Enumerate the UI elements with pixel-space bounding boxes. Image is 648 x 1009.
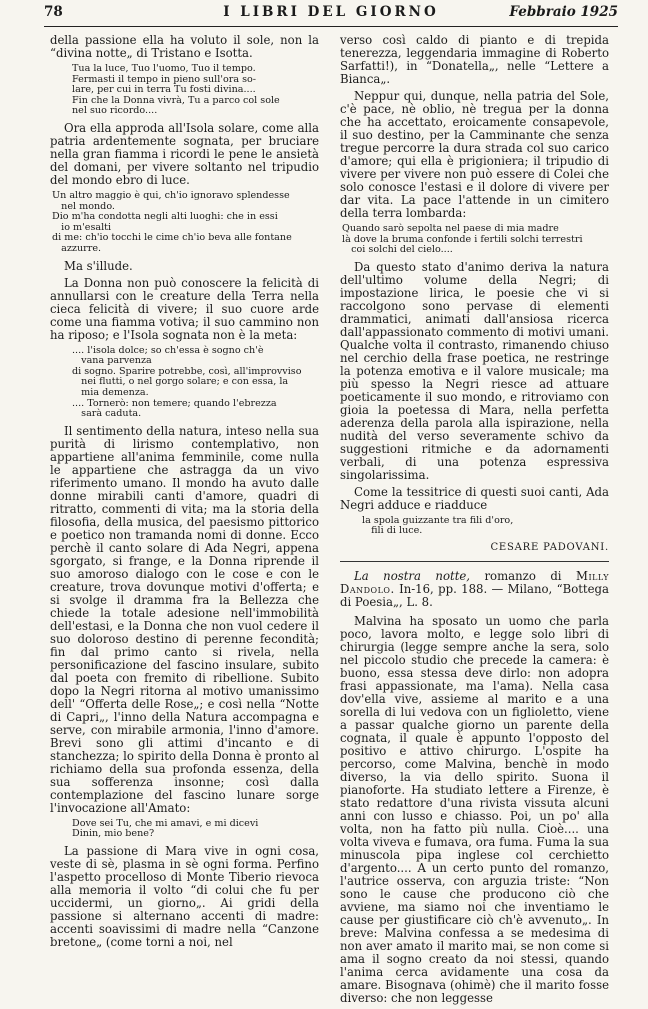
- verse-line: Dinin, mio bene?: [72, 828, 155, 840]
- paragraph: Il sentimento della natura, inteso nella sua purità di lirismo contemplativo, non appartiene all'anima femminile, come nulla le appartiene che astragga da un vivo riferimento umano. Il mondo ha avuto dalle donne mirabili canti d'amore, quadri di ritratto, commenti di vita; ma la storia della filosofia, della musica, del paesismo pittorico e poetico non tramanda nomi di donne. Ecco perchè il canto solare di Ada Negri, appena sgorgato, si frange, e la Donna riprende il suo amoroso dialogo con le cose e con le creature, trova dovunque motivi d'offerta; e si svolge il dramma fra la Bellezza che chiede la totale adesione nell'immobilità dell'estasi, e la Donna che non vuol cedere il suo doloroso destino di perenne fecondità; fin dal primo canto si rivela, nella personificazione del fascino insulare, subito dal poeta con fremito di ribellione. Subito dopo la Negri ritorna al motivo umanissimo dell' “Offerta delle Rose„; e così nella “Notte di Capri„, l'inno della Natura accompagna e serve, con mirabile armonia, l'inno d'amore. Brevi sono gli attimi d'incanto e di stanchezza; lo spirito della Donna è pronto al richiamo della sua profonda essenza, della sua sofferenza insonne; così dalla contemplazione del fascino lunare sorge l'invocazione all'Amato:: [50, 423, 319, 815]
- section-divider: [340, 561, 609, 562]
- book-title: La nostra notte,: [354, 568, 471, 583]
- paragraph: La Donna non può conoscere la felicità di annullarsi con le creature della Terra nella cieca felicità di vivere; il suo cuore arde come una fiamma votiva; il suo cammino non ha riposo; e l'Isola sognata non è la meta:: [50, 275, 319, 342]
- paragraph: Da questo stato d'animo deriva la natura dell'ultimo volume della Negri; di impostazione lirica, le poesie che vi si raccolgono sono pervase di elementi drammatici, animati dall'ansiosa ricerca dall'appassionato commento di motivi umani. Qualche volta il contrasto, rimanendo chiuso nel cerchio della frase poetica, ne restringe la potenza emotiva e il valore musicale; ma più spesso la Negri riesce ad attuare poeticamente il suo mondo, e ritroviamo con gioia la poetessa di Mara, nella perfetta aderenza della parola alla ispirazione, nella nudità del verso severamente schivo da suggestioni ritmiche e da adornamenti verbali, di una potenza espressiva singolarissima.: [340, 259, 609, 482]
- publication-details: In-16, pp. 188. — Milano, “Bottega di Poesia„, L. 8.: [340, 581, 609, 609]
- verse-quote: [342, 224, 609, 256]
- verse-line: Tua la luce, Tuo l'uomo, Tuo il tempo.: [72, 63, 256, 74]
- verse-line: sarà caduta.: [72, 408, 142, 420]
- verse-line: .... Tornerò: non temere; quando l'ebrezza: [72, 397, 277, 409]
- review-heading: [340, 570, 609, 609]
- paragraph: Come la tessitrice di questi suoi canti, Ada Negri adduce e riadduce: [340, 484, 609, 512]
- review-heading-mid: romanzo di: [470, 568, 576, 583]
- verse-line: di me: ch'io tocchi le cime ch'io beva alle fontane: [52, 232, 292, 244]
- verse-line: Fin che la Donna vivrà, Tu a parco col sole: [72, 94, 280, 106]
- page-number: 78: [44, 4, 63, 20]
- verse-line: di sogno. Sparire potrebbe, così, all'improvviso: [72, 365, 302, 377]
- verse-line: .... l'isola dolce; so ch'essa è sogno ch'è: [72, 344, 264, 356]
- journal-title: I LIBRI DEL GIORNO: [223, 4, 439, 20]
- paragraph: verso così caldo di pianto e di trepida tenerezza, leggendaria immagine di Roberto Sarfatti!), in “Donatella„, nelle “Lettere a Bianca„.: [340, 33, 609, 86]
- verse-line: Fermasti il tempo in pieno sull'ora so-: [72, 73, 257, 85]
- verse-quote: [72, 64, 319, 117]
- verse-line: fili di luce.: [362, 525, 423, 537]
- verse-line: la spola guizzante tra fili d'oro,: [362, 514, 514, 526]
- paragraph: Malvina ha sposato un uomo che parla poco, lavora molto, e legge solo libri di chirurgia (legge sempre anche la sera, solo nel piccolo studio che precede la camera: è buono, essa stessa deve dirlo: non adopra frasi appassionate, ma l'ama). Nella casa dov'ella vive, assieme al marito e a una sorella di lui vedova con un figlioletto, viene a passar qualche giorno un parente della cognata, il quale è appunto l'opposto del positivo e attivo chirurgo. L'ospite ha percorso, come Malvina, benchè in modo diverso, la via dello spirito. Suona il pianoforte. Ha studiato lettere a Firenze, è stato redattore d'una rivista vissuta alcuni anni con lusso e chiasso. Poi, un po' alla volta, non ha fatto più nulla. Cioè.... una volta viveva e fumava, ora fuma. Fuma la sua minuscola pipa inglese col cerchietto d'argento.... A un certo punto del romanzo, l'autrice osserva, con arguzia triste: “Non sono le cause che producono ciò che avviene, ma siamo noi che inventiamo le cause per giustificare ciò ch'è avvenuto„. In breve: Malvina confessa a se medesima di non aver amato il marito mai, se non come si ama il sogno creato da noi stessi, quando l'anima cerca avidamente una cosa da amare. Bisognava (ohimè) che il marito fosse diverso: che non leggesse: [340, 613, 609, 1005]
- verse-line: io m'esalti: [52, 221, 112, 233]
- verse-quote: [72, 819, 319, 840]
- verse-line: azzurre.: [52, 242, 102, 254]
- verse-quote: [72, 346, 319, 420]
- paragraph: La passione di Mara vive in ogni cosa, veste di sè, plasma in sè ogni forma. Perfino l'aspetto procelloso di Monte Tiberio rievoca alla memoria il volto “di colui che fu per uccidermi, un giorno„. Ai gridi della passione si alternano accenti di madre: accenti soavissimi di madre nella “Canzone bretone„ (come torni a noi, nel: [50, 843, 319, 949]
- page-header: [44, 4, 618, 27]
- verse-line: coi solchi del cielo....: [342, 244, 453, 256]
- left-column: [50, 34, 319, 953]
- paragraph: Neppur qui, dunque, nella patria del Sole, c'è pace, nè oblio, nè tregua per la donna che ha accettato, eroicamente consapevole, il suo destino, per la Camminante che senza tregue percorre la dura strada col suo carico d'amore; qui ella è prigioniera; il tripudio di vivere per vivere non può essere di Colei che solo conosce l'estasi e il dolore di vivere per dar vita. La pace l'attende in un cimitero della terra lombarda:: [340, 89, 609, 220]
- verse-line: nei flutti, o nel gorgo solare; e con essa, la: [72, 376, 289, 388]
- author-signature: CESARE PADOVANI.: [490, 541, 609, 553]
- paragraph: Ma s'illude.: [64, 258, 133, 273]
- verse-line: là dove la bruma confonde i fertili solchi terrestri: [342, 233, 583, 245]
- verse-line: Un altro maggio è qui, ch'io ignoravo splendesse: [52, 189, 290, 201]
- verse-line: Quando sarò sepolta nel paese di mia madre: [342, 223, 559, 234]
- right-column: [340, 34, 609, 1009]
- paragraph: della passione ella ha voluto il sole, non la “divina notte„ di Tristano e Isotta.: [50, 33, 319, 60]
- verse-quote: [362, 516, 609, 537]
- verse-line: lare, per cui in terra Tu fosti divina....: [72, 84, 256, 96]
- paragraph: Ora ella approda all'Isola solare, come alla patria ardentemente sognata, per bruciare nella gran fiamma i ricordi le pene le ansietà del domani, per vivere soltanto nel tripudio del mondo ebro di luce.: [50, 120, 319, 187]
- verse-quote: [52, 191, 319, 255]
- issue-date: Febbraio 1925: [509, 4, 618, 20]
- verse-line: vana parvenza: [72, 355, 152, 367]
- verse-line: nel mondo.: [52, 200, 115, 212]
- verse-line: nel suo ricordo....: [72, 105, 158, 117]
- verse-line: Dio m'ha condotta negli alti luoghi: che in essi: [52, 211, 278, 223]
- book-author: Milly Dandolo.: [340, 568, 610, 596]
- verse-line: mia demenza.: [72, 386, 149, 398]
- verse-line: Dove sei Tu, che mi amavi, e mi dicevi: [72, 817, 259, 829]
